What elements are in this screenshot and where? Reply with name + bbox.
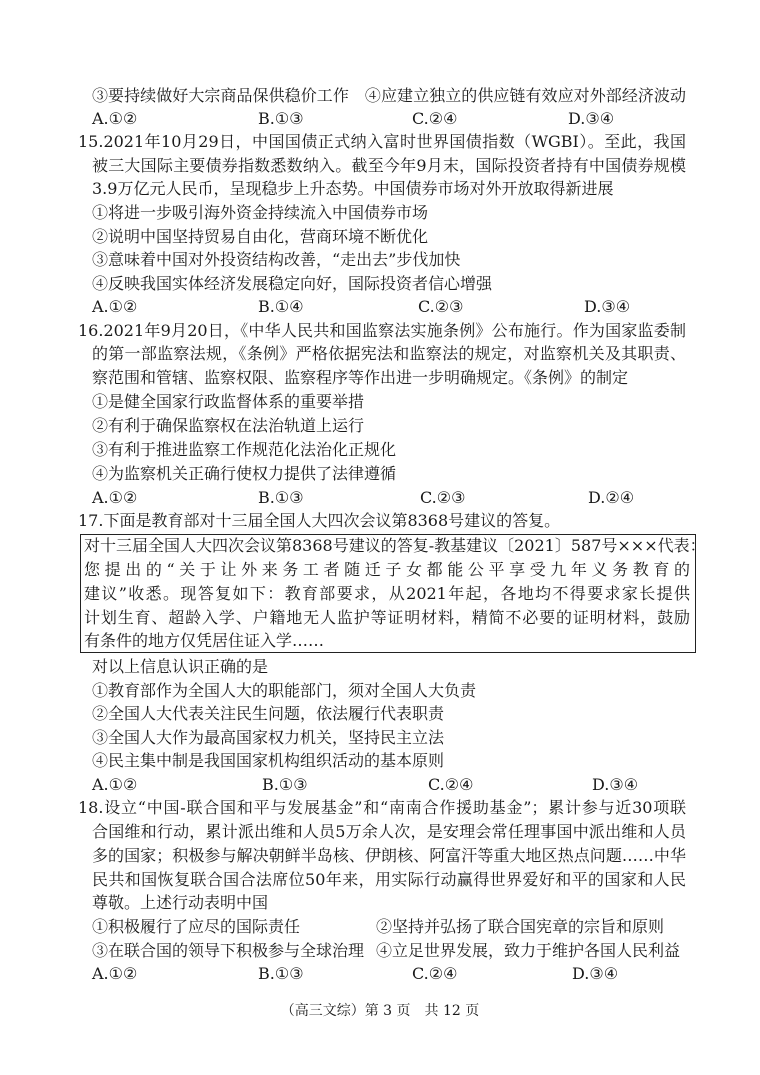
q17-item: ①教育部作为全国人大的职能部门，须对全国人大负责 bbox=[92, 681, 477, 700]
q17-item: ②全国人大代表关注民生问题，依法履行代表职责 bbox=[92, 704, 445, 723]
q17-option-a: A.①② bbox=[92, 775, 138, 794]
q17-option-b: B.①③ bbox=[262, 775, 308, 794]
q17-item: ④民主集中制是我国国家机构组织活动的基本原则 bbox=[92, 751, 445, 770]
page-footer: （高三文综）第 3 页 共 12 页 bbox=[280, 1003, 480, 1019]
q16-option-c: C.②③ bbox=[420, 488, 466, 507]
q18-item: ③在联合国的领导下积极参与全球治理 bbox=[92, 941, 365, 960]
q16-item: ①是健全国家行政监督体系的重要举措 bbox=[92, 392, 365, 411]
q14-items-line: ③要持续做好大宗商品保供稳价工作 ④应建立独立的供应链有效应对外部经济波动 bbox=[92, 86, 686, 105]
q15-stem-line: 3.9万亿元人民币，呈现稳步上升态势。中国债券市场对外开放取得新进展 bbox=[92, 179, 614, 198]
q16-item: ②有利于确保监察权在法治轨道上运行 bbox=[92, 416, 365, 435]
q18-option-d: D.③④ bbox=[572, 964, 619, 983]
q15-item: ①将进一步吸引海外资金持续流入中国债券市场 bbox=[92, 203, 429, 222]
q17-material-line: 您提出的“关于让外来务工者随迁子女都能公平享受九年义务教育的 bbox=[84, 560, 690, 579]
q16-item: ③有利于推进监察工作规范化法治化正规化 bbox=[92, 440, 397, 459]
q16-stem-line: 察范围和管辖、监察权限、监察程序等作出进一步明确规定。《条例》的制定 bbox=[92, 368, 629, 387]
q17-question: 对以上信息认识正确的是 bbox=[92, 657, 269, 676]
q16-item: ④为监察机关正确行使权力提供了法律遵循 bbox=[92, 464, 397, 483]
q15-option-a: A.①② bbox=[92, 297, 138, 316]
q18-stem-line: 多的国家；积极参与解决朝鲜半岛核、伊朗核、阿富汗等重大地区热点问题……中华 bbox=[92, 846, 686, 865]
q16-option-a: A.①② bbox=[92, 488, 138, 507]
q14-option-c: C.②④ bbox=[412, 109, 458, 128]
q17-material-line: 建议”收悉。现答复如下：教育部要求，从2021年起，各地均不得要求家长提供 bbox=[84, 584, 690, 603]
q15-item: ④反映我国实体经济发展稳定向好，国际投资者信心增强 bbox=[92, 274, 493, 293]
q15-stem-line: 15.2021年10月29日，中国国债正式纳入富时世界国债指数（WGBI）。至此，我国 bbox=[78, 132, 686, 151]
q17-material-line: 计划生育、超龄入学、户籍地无人监护等证明材料，精简不必要的证明材料，鼓励 bbox=[84, 608, 690, 627]
q14-option-d: D.③④ bbox=[568, 109, 615, 128]
q16-stem-line: 16.2021年9月20日，《中华人民共和国监察法实施条例》公布施行。作为国家监委制 bbox=[78, 321, 686, 340]
q15-item: ③意味着中国对外投资结构改善，“走出去”步伐加快 bbox=[92, 250, 461, 269]
q15-item: ②说明中国坚持贸易自由化，营商环境不断优化 bbox=[92, 227, 429, 246]
q17-material-line: 有条件的地方仅凭居住证入学…… bbox=[84, 631, 325, 650]
q17-stem: 17.下面是教育部对十三届全国人大四次会议第8368号建议的答复。 bbox=[78, 511, 561, 530]
q17-material-box bbox=[80, 534, 706, 653]
q18-item: ④立足世界发展，致力于维护各国人民利益 bbox=[376, 941, 681, 960]
q18-option-a: A.①② bbox=[92, 964, 138, 983]
q16-option-d: D.②④ bbox=[588, 488, 635, 507]
q15-stem-line: 被三大国际主要债券指数悉数纳入。截至今年9月末，国际投资者持有中国债券规模 bbox=[92, 156, 686, 175]
q17-item: ③全国人大作为最高国家权力机关，坚持民主立法 bbox=[92, 728, 445, 747]
q16-stem-line: 的第一部监察法规，《条例》严格依据宪法和监察法的规定，对监察机关及其职责、 bbox=[92, 344, 686, 363]
q14-option-b: B.①③ bbox=[258, 109, 304, 128]
q17-option-d: D.③④ bbox=[592, 775, 639, 794]
q16-option-b: B.①③ bbox=[258, 488, 304, 507]
q18-option-c: C.②④ bbox=[412, 964, 458, 983]
q18-stem-line: 合国维和行动，累计派出维和人员5万余人次，是安理会常任理事国中派出维和人员 bbox=[92, 822, 686, 841]
q18-stem-line: 尊敬。上述行动表明中国 bbox=[92, 893, 269, 912]
q15-option-b: B.①④ bbox=[258, 297, 304, 316]
q17-material-line: 对十三届全国人大四次会议第8368号建议的答复-教基建议〔2021〕587号×××代表： bbox=[84, 536, 706, 555]
q15-option-c: C.②③ bbox=[418, 297, 464, 316]
q14-option-a: A.①② bbox=[92, 109, 138, 128]
q15-option-d: D.③④ bbox=[584, 297, 631, 316]
q18-stem-line: 民共和国恢复联合国合法席位50年来，用实际行动赢得世界爱好和平的国家和人民 bbox=[92, 870, 686, 889]
q17-option-c: C.②④ bbox=[428, 775, 474, 794]
q18-item: ②坚持并弘扬了联合国宪章的宗旨和原则 bbox=[376, 917, 665, 936]
q18-item: ①积极履行了应尽的国际责任 bbox=[92, 917, 301, 936]
q18-option-b: B.①③ bbox=[258, 964, 304, 983]
q18-stem-line: 18.设立“中国-联合国和平与发展基金”和“南南合作援助基金”；累计参与近30项联 bbox=[78, 798, 686, 817]
